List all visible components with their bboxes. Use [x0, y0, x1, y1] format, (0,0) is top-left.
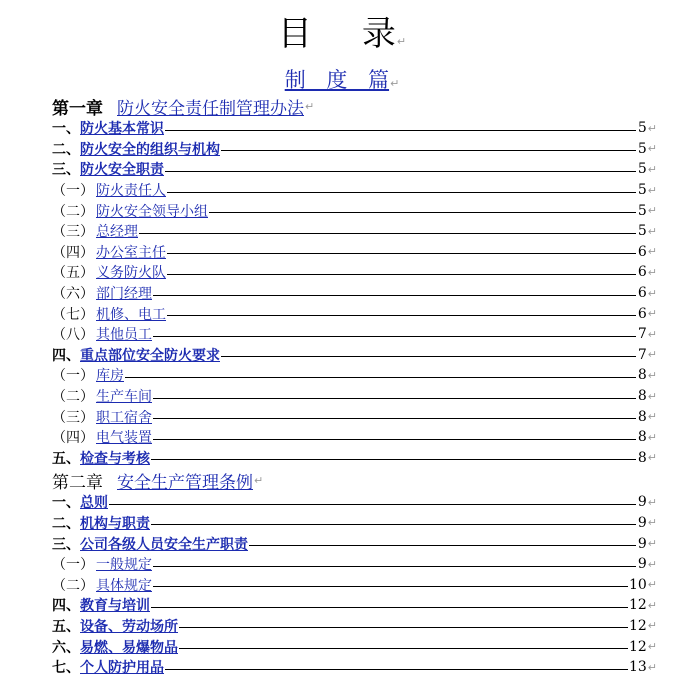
leader-line	[153, 566, 636, 567]
paragraph-mark: ↵	[647, 162, 657, 176]
entry-page-number: 5	[637, 182, 647, 199]
paragraph-mark: ↵	[254, 473, 264, 487]
entry-page-number: 6	[637, 305, 647, 322]
leader-line	[151, 524, 636, 525]
toc-entry[interactable]	[52, 345, 657, 366]
entry-page-number: 9	[637, 494, 647, 511]
leader-line	[165, 171, 636, 172]
leader-line	[249, 545, 636, 546]
paragraph-mark: ↵	[647, 660, 657, 674]
toc-entry[interactable]	[52, 242, 657, 263]
entry-page-number: 7	[637, 346, 647, 363]
entry-page-number: 5	[637, 202, 647, 219]
entry-link[interactable]: 防火安全的组织与机构	[80, 141, 220, 158]
table-of-contents	[52, 94, 657, 677]
leader-line	[153, 336, 636, 337]
entry-link[interactable]: 库房	[96, 368, 124, 385]
title-part-2: 录	[361, 14, 396, 54]
entry-link[interactable]: 设备、劳动场所	[80, 618, 178, 635]
entry-prefix: 七、	[52, 660, 80, 677]
entry-prefix: （一）	[52, 557, 94, 574]
entry-prefix: 五、	[52, 450, 80, 467]
toc-entry[interactable]	[52, 427, 657, 448]
entry-page-number: 12	[628, 638, 647, 655]
toc-entry[interactable]	[52, 365, 657, 386]
paragraph-mark: ↵	[647, 598, 657, 612]
paragraph-mark: ↵	[647, 430, 657, 444]
toc-entry[interactable]	[52, 139, 657, 160]
entry-link[interactable]: 总则	[80, 495, 108, 512]
leader-line	[167, 315, 636, 316]
paragraph-mark: ↵	[647, 640, 657, 654]
paragraph-mark: ↵	[647, 495, 657, 509]
entry-prefix: （五）	[52, 265, 94, 282]
toc-entry[interactable]	[52, 513, 657, 534]
title-part-1: 目	[277, 14, 312, 54]
chapter-heading-1	[52, 94, 657, 118]
toc-entry[interactable]	[52, 118, 657, 139]
entry-link[interactable]: 部门经理	[96, 286, 152, 303]
entry-link[interactable]: 机修、电工	[96, 306, 166, 323]
entry-prefix: （二）	[52, 203, 94, 220]
section-subtitle	[0, 64, 684, 94]
entry-link[interactable]: 职工宿舍	[96, 409, 152, 426]
paragraph-mark: ↵	[647, 578, 657, 592]
leader-line	[165, 130, 636, 131]
entry-page-number: 8	[637, 429, 647, 446]
leader-line	[153, 439, 636, 440]
entry-link[interactable]: 重点部位安全防火要求	[80, 347, 220, 364]
paragraph-mark: ↵	[647, 619, 657, 633]
entry-page-number: 8	[637, 388, 647, 405]
leader-line	[221, 150, 636, 151]
chapter-link[interactable]: 防火安全责任制管理办法	[117, 98, 304, 119]
chapter-number: 第一章	[52, 98, 103, 119]
paragraph-mark: ↵	[647, 537, 657, 551]
entry-prefix: （一）	[52, 368, 94, 385]
leader-line	[153, 295, 636, 296]
entry-link[interactable]: 生产车间	[96, 389, 152, 406]
entry-page-number: 5	[637, 223, 647, 240]
paragraph-mark: ↵	[647, 286, 657, 300]
entry-page-number: 8	[637, 449, 647, 466]
chapter-link[interactable]: 安全生产管理条例	[117, 472, 253, 493]
toc-entry[interactable]	[52, 574, 657, 595]
paragraph-mark: ↵	[647, 557, 657, 571]
entry-prefix: （四）	[52, 430, 94, 447]
leader-line	[109, 504, 636, 505]
leader-line	[209, 212, 636, 213]
toc-entry[interactable]	[52, 448, 657, 469]
entry-link[interactable]: 防火安全领导小组	[96, 203, 208, 220]
entry-prefix: （二）	[52, 577, 94, 594]
leader-line	[139, 233, 636, 234]
entry-prefix: （一）	[52, 183, 94, 200]
entry-link[interactable]: 教育与培训	[80, 598, 150, 615]
entry-prefix: 三、	[52, 536, 80, 553]
entry-link[interactable]: 一般规定	[96, 557, 152, 574]
paragraph-mark: ↵	[647, 307, 657, 321]
entry-page-number: 6	[637, 243, 647, 260]
paragraph-mark: ↵	[396, 35, 407, 48]
toc-entry[interactable]	[52, 657, 657, 678]
chapter-heading-2	[52, 468, 657, 492]
paragraph-mark: ↵	[647, 265, 657, 279]
paragraph-mark: ↵	[647, 348, 657, 362]
leader-line	[165, 669, 628, 670]
entry-page-number: 10	[628, 576, 647, 593]
entry-prefix: （八）	[52, 327, 94, 344]
entry-prefix: 一、	[52, 495, 80, 512]
toc-entry[interactable]	[52, 595, 657, 616]
entry-link[interactable]: 个人防护用品	[80, 660, 164, 677]
leader-line	[153, 418, 636, 419]
entry-prefix: 二、	[52, 141, 80, 158]
paragraph-mark: ↵	[305, 99, 315, 113]
leader-line	[167, 253, 636, 254]
paragraph-mark: ↵	[647, 451, 657, 465]
toc-entry[interactable]	[52, 636, 657, 657]
entry-link[interactable]: 易燃、易爆物品	[80, 639, 178, 656]
toc-entry[interactable]	[52, 554, 657, 575]
paragraph-mark: ↵	[647, 142, 657, 156]
entry-link[interactable]: 公司各级人员安全生产职责	[80, 536, 248, 553]
entry-prefix: 二、	[52, 515, 80, 532]
entry-prefix: 三、	[52, 162, 80, 179]
leader-line	[179, 648, 628, 649]
entry-page-number: 8	[637, 408, 647, 425]
entry-prefix: （七）	[52, 306, 94, 323]
entry-prefix: （三）	[52, 224, 94, 241]
paragraph-mark: ↵	[390, 77, 400, 90]
toc-entry[interactable]	[52, 616, 657, 637]
entry-prefix: （二）	[52, 389, 94, 406]
toc-title	[0, 6, 684, 55]
entry-page-number: 12	[628, 617, 647, 634]
entry-prefix: （六）	[52, 286, 94, 303]
entry-page-number: 5	[637, 120, 647, 137]
paragraph-mark: ↵	[647, 410, 657, 424]
toc-entry[interactable]	[52, 262, 657, 283]
entry-page-number: 12	[628, 597, 647, 614]
leader-line	[167, 274, 636, 275]
leader-line	[179, 627, 628, 628]
entry-page-number: 9	[637, 556, 647, 573]
entry-link[interactable]: 防火基本常识	[80, 121, 164, 138]
chapter-number: 第二章	[52, 472, 103, 493]
toc-entry[interactable]	[52, 406, 657, 427]
entry-prefix: 五、	[52, 618, 80, 635]
entry-page-number: 6	[637, 264, 647, 281]
entry-prefix: （四）	[52, 244, 94, 261]
entry-link[interactable]: 检查与考核	[80, 450, 150, 467]
toc-entry[interactable]	[52, 324, 657, 345]
entry-page-number: 9	[637, 535, 647, 552]
paragraph-mark: ↵	[647, 121, 657, 135]
paragraph-mark: ↵	[647, 389, 657, 403]
entry-prefix: 四、	[52, 598, 80, 615]
paragraph-mark: ↵	[647, 368, 657, 382]
entry-link[interactable]: 义务防火队	[96, 265, 166, 282]
leader-line	[151, 607, 628, 608]
entry-link[interactable]: 具体规定	[96, 577, 152, 594]
entry-prefix: （三）	[52, 409, 94, 426]
paragraph-mark: ↵	[647, 224, 657, 238]
leader-line	[167, 192, 636, 193]
toc-entry[interactable]	[52, 492, 657, 513]
subtitle-link[interactable]: 制 度 篇	[284, 68, 390, 92]
entry-link[interactable]: 其他员工	[96, 327, 152, 344]
entry-link[interactable]: 总经理	[96, 224, 138, 241]
toc-entry[interactable]	[52, 200, 657, 221]
entry-prefix: 一、	[52, 121, 80, 138]
entry-page-number: 5	[637, 140, 647, 157]
paragraph-mark: ↵	[647, 183, 657, 197]
toc-entry[interactable]	[52, 180, 657, 201]
toc-entry[interactable]	[52, 283, 657, 304]
entry-page-number: 5	[637, 161, 647, 178]
paragraph-mark: ↵	[647, 204, 657, 218]
leader-line	[153, 586, 628, 587]
toc-entry[interactable]	[52, 303, 657, 324]
entry-prefix: 四、	[52, 347, 80, 364]
entry-page-number: 9	[637, 514, 647, 531]
toc-entry[interactable]	[52, 159, 657, 180]
entry-link[interactable]: 办公室主任	[96, 244, 166, 261]
entry-link[interactable]: 机构与职责	[80, 515, 150, 532]
toc-entry[interactable]	[52, 533, 657, 554]
entry-page-number: 7	[637, 326, 647, 343]
leader-line	[151, 459, 636, 460]
toc-entry[interactable]	[52, 386, 657, 407]
paragraph-mark: ↵	[647, 327, 657, 341]
entry-link[interactable]: 防火安全职责	[80, 162, 164, 179]
entry-page-number: 8	[637, 367, 647, 384]
leader-line	[153, 398, 636, 399]
toc-entry[interactable]	[52, 221, 657, 242]
leader-line	[125, 377, 636, 378]
entry-link[interactable]: 电气装置	[96, 430, 152, 447]
entry-prefix: 六、	[52, 639, 80, 656]
paragraph-mark: ↵	[647, 516, 657, 530]
entry-page-number: 6	[637, 285, 647, 302]
leader-line	[221, 356, 636, 357]
entry-page-number: 13	[628, 659, 647, 676]
paragraph-mark: ↵	[647, 245, 657, 259]
entry-link[interactable]: 防火责任人	[96, 183, 166, 200]
